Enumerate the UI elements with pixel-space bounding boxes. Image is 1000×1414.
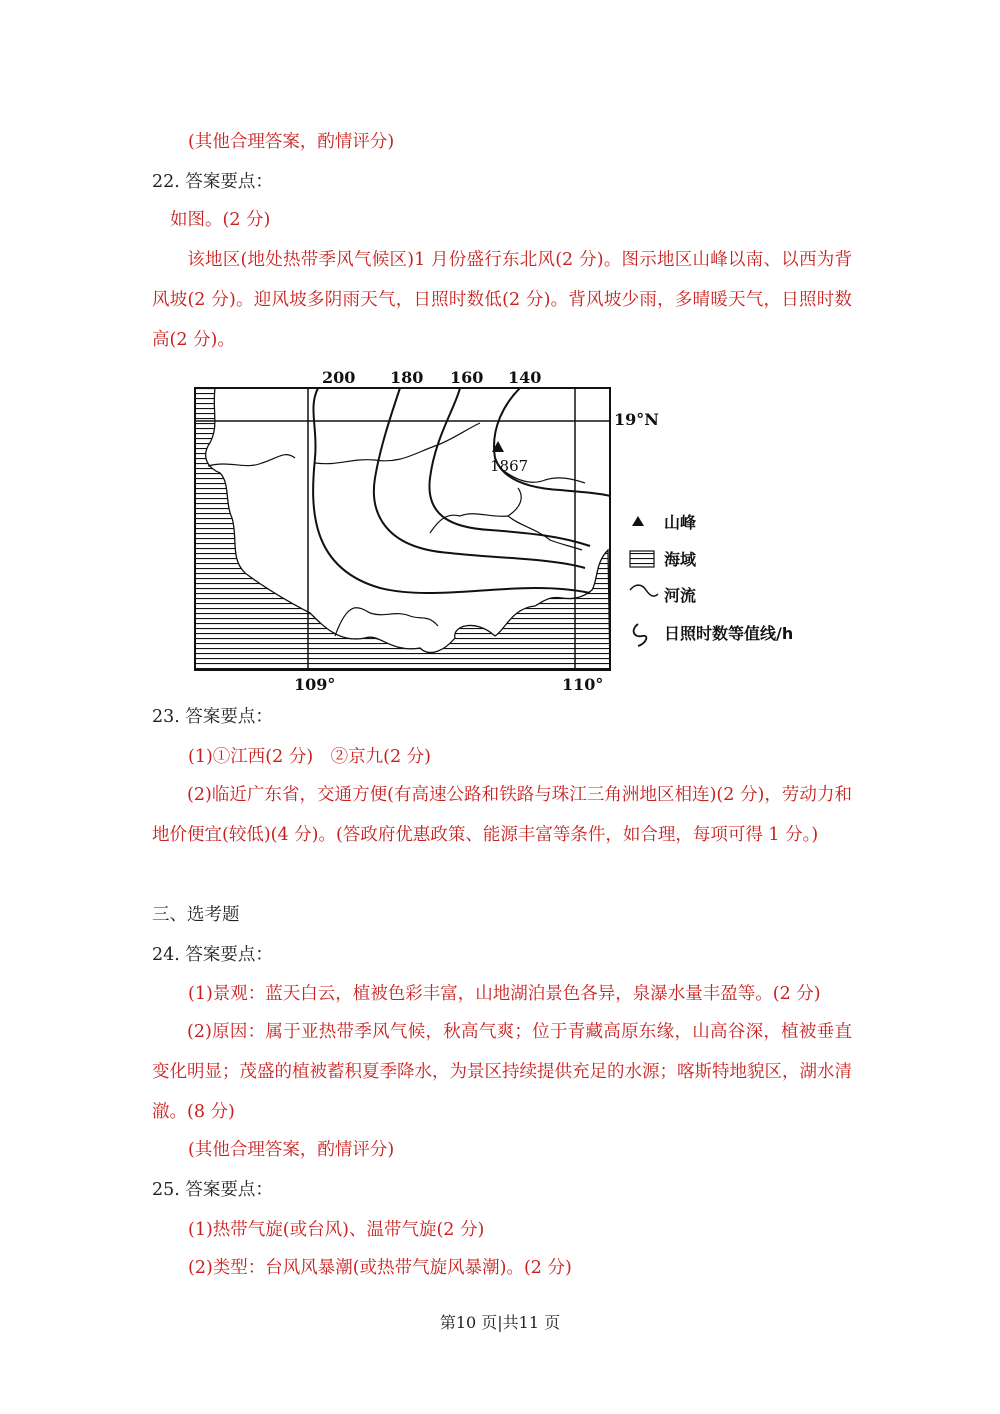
map-legend xyxy=(630,513,793,646)
legend-river-icon xyxy=(630,585,658,596)
note-reasonable-answer-2: (其他合理答案，酌情评分) xyxy=(188,1140,395,1160)
q25-part2: (2)类型：台风风暴潮(或热带气旋风暴潮)。(2 分) xyxy=(188,1258,572,1278)
q22-heading: 22. 答案要点： xyxy=(152,172,273,192)
note-reasonable-answer-1: (其他合理答案，酌情评分) xyxy=(188,132,395,152)
q22-explanation: 该地区(地处热带季风气候区)1 月份盛行东北风(2 分)。图示地区山峰以南、以西为背风坡(2 分)。迎风坡多阴雨天气，日照时数低(2 分)。背风坡少雨，多晴暖天气，日照时数高(2 分)。 xyxy=(152,250,852,350)
rivers xyxy=(208,423,585,550)
legend-isoline-label: 日照时数等值线/h xyxy=(664,624,794,643)
legend-peak-icon xyxy=(632,516,644,526)
legend-river-label: 河流 xyxy=(664,586,697,605)
q22-figure-ref: 如图。(2 分) xyxy=(170,210,271,230)
isoline-label-200: 200 xyxy=(322,368,356,387)
isoline-label-180: 180 xyxy=(390,368,424,387)
legend-isoline-icon xyxy=(634,624,647,646)
sunshine-isolines xyxy=(313,388,610,593)
page-footer: 第10 页|共11 页 xyxy=(439,1313,561,1332)
longitude-label-109: 109° xyxy=(294,675,336,694)
isoline-140 xyxy=(494,388,610,496)
q24-heading: 24. 答案要点： xyxy=(152,945,273,965)
legend-peak-label: 山峰 xyxy=(664,513,697,532)
q24-part2: (2)原因：属于亚热带季风气候，秋高气爽；位于青藏高原东缘，山高谷深，植被垂直变化明显；茂盛的植被蓄积夏季降水，为景区持续提供充足的水源；喀斯特地貌区，湖水清澈。(8 分) xyxy=(152,1022,852,1122)
isoline-label-160: 160 xyxy=(450,368,484,387)
longitude-label-110: 110° xyxy=(562,675,604,694)
isoline-label-140: 140 xyxy=(508,368,542,387)
q25-part1: (1)热带气旋(或台风)、温带气旋(2 分) xyxy=(188,1220,485,1240)
section-3-heading: 三、选考题 xyxy=(152,905,240,925)
q23-heading: 23. 答案要点： xyxy=(152,707,273,727)
legend-sea-label: 海域 xyxy=(664,550,697,569)
sea-west xyxy=(195,388,610,670)
q23-part1: (1)①江西(2 分) ②京九(2 分) xyxy=(188,747,431,767)
legend-sea-icon xyxy=(630,551,654,567)
q25-heading: 25. 答案要点： xyxy=(152,1180,273,1200)
peak-elevation-label: 1867 xyxy=(490,457,529,475)
coastline-land-edge xyxy=(335,608,438,636)
sunshine-isoline-map xyxy=(190,368,830,698)
q24-part1: (1)景观：蓝天白云，植被色彩丰富，山地湖泊景色各异，泉瀑水量丰盈等。(2 分) xyxy=(188,984,821,1004)
q23-part2: (2)临近广东省，交通方便(有高速公路和铁路与珠江三角洲地区相连)(2 分)，劳动力和地价便宜(较低)(4 分)。(答政府优惠政策、能源丰富等条件，如合理，每项可得 1 分。) xyxy=(152,785,852,845)
latitude-label: 19°N xyxy=(614,410,659,429)
map-svg xyxy=(190,368,830,698)
